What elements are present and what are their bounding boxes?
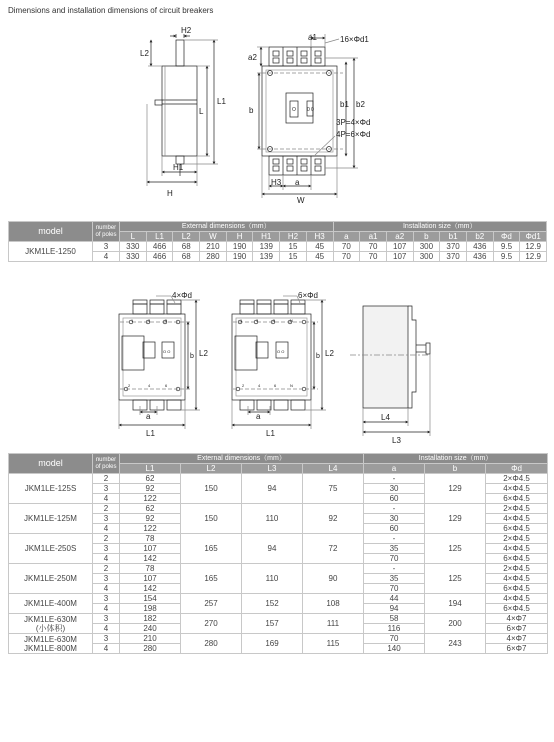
- d-cell: 4×Φ4.5: [486, 574, 548, 584]
- col-header: H: [226, 232, 253, 242]
- value-cell: 70: [360, 252, 387, 262]
- table-row: [9, 504, 548, 514]
- col-inst-size: Installation size（mm）: [333, 222, 547, 232]
- value-cell: 139: [253, 242, 280, 252]
- a-cell: 60: [364, 524, 425, 534]
- L2-cell: 270: [181, 614, 242, 634]
- a-cell: 35: [364, 574, 425, 584]
- value-cell: 68: [173, 242, 200, 252]
- L2-cell: 165: [181, 534, 242, 564]
- col-header: L1: [146, 232, 173, 242]
- L2-cell: 150: [181, 474, 242, 504]
- b-cell: 243: [425, 634, 486, 654]
- L1-cell: 122: [120, 494, 181, 504]
- b-cell: 129: [425, 504, 486, 534]
- b-cell: 194: [425, 594, 486, 614]
- poles-cell: 3: [93, 514, 120, 524]
- d-cell: 6×Φ7: [486, 624, 548, 634]
- L1-cell: 92: [120, 484, 181, 494]
- d-cell: 4×Φ4.5: [486, 594, 548, 604]
- value-cell: 9.5: [493, 252, 520, 262]
- model-cell: JKM1LE-250S: [9, 534, 93, 564]
- label-note4p: 4P=6×Φd: [336, 130, 371, 139]
- model-cell: JKM1LE-125M: [9, 504, 93, 534]
- col-header: a2: [386, 232, 413, 242]
- d-cell: 2×Φ4.5: [486, 564, 548, 574]
- svg-text:6: 6: [274, 383, 277, 388]
- a-cell: 35: [364, 544, 425, 554]
- L1-cell: 280: [120, 644, 181, 654]
- poles-cell: 2: [93, 504, 120, 514]
- L4-cell: 115: [303, 634, 364, 654]
- L4-cell: 90: [303, 564, 364, 594]
- d-cell: 6×Φ4.5: [486, 554, 548, 564]
- poles-cell: 4: [93, 524, 120, 534]
- svg-text:O O: O O: [163, 349, 171, 354]
- L1-cell: 198: [120, 604, 181, 614]
- L4-cell: 75: [303, 474, 364, 504]
- label-a: a: [295, 178, 300, 187]
- a-cell: 44: [364, 594, 425, 604]
- value-cell: 466: [146, 242, 173, 252]
- label-L2-3p: L2: [199, 349, 208, 358]
- L3-cell: 152: [242, 594, 303, 614]
- poles-cell: 3: [93, 242, 120, 252]
- value-cell: 15: [280, 242, 307, 252]
- value-cell: 107: [386, 242, 413, 252]
- label-H2: H2: [181, 26, 192, 35]
- L1-cell: 62: [120, 474, 181, 484]
- value-cell: 45: [306, 252, 333, 262]
- svg-text:N: N: [290, 383, 293, 388]
- d-cell: 6×Φ4.5: [486, 584, 548, 594]
- value-cell: 190: [226, 242, 253, 252]
- value-cell: 70: [333, 242, 360, 252]
- value-cell: 139: [253, 252, 280, 262]
- a-cell: 30: [364, 514, 425, 524]
- col-header: H2: [280, 232, 307, 242]
- col-header: a: [364, 464, 425, 474]
- col-header: H3: [306, 232, 333, 242]
- label-L1-3p: L1: [146, 429, 155, 438]
- L3-cell: 110: [242, 504, 303, 534]
- a-cell: 94: [364, 604, 425, 614]
- label-L: L: [199, 107, 204, 116]
- d-cell: 4×Φ4.5: [486, 484, 548, 494]
- svg-text:1: 1: [131, 318, 134, 323]
- col-ext-dims: External dimensions（mm）: [120, 222, 334, 232]
- L2-cell: 150: [181, 504, 242, 534]
- a-cell: -: [364, 504, 425, 514]
- col-inst-size: Installation size（mm）: [364, 454, 548, 464]
- a-cell: 70: [364, 634, 425, 644]
- svg-text:5: 5: [273, 318, 276, 323]
- value-cell: 70: [360, 242, 387, 252]
- col-header: L1: [120, 464, 181, 474]
- col-header: L2: [173, 232, 200, 242]
- svg-text:1: 1: [240, 318, 243, 323]
- model-cell: JKM1LE-630M (小体积): [9, 614, 93, 634]
- value-cell: 68: [173, 252, 200, 262]
- L1-cell: 122: [120, 524, 181, 534]
- col-header: Φd: [486, 464, 548, 474]
- d-cell: 4×Φ7: [486, 614, 548, 624]
- L2-cell: 280: [181, 634, 242, 654]
- col-header: L: [120, 232, 147, 242]
- label-L1: L1: [217, 97, 226, 106]
- L2-cell: 165: [181, 564, 242, 594]
- d-cell: 2×Φ4.5: [486, 504, 548, 514]
- label-H3: H3: [271, 178, 282, 187]
- label-L4: L4: [381, 413, 390, 422]
- col-header: Φd: [493, 232, 520, 242]
- value-cell: 107: [386, 252, 413, 262]
- value-cell: 370: [440, 242, 467, 252]
- poles-cell: 4: [93, 494, 120, 504]
- col-header: L4: [303, 464, 364, 474]
- col-header: b: [413, 232, 440, 242]
- label-4xd: 4×Φd: [172, 291, 192, 300]
- a-cell: 30: [364, 484, 425, 494]
- label-H1: H1: [173, 163, 184, 172]
- L1-cell: 154: [120, 594, 181, 604]
- a-cell: 60: [364, 494, 425, 504]
- label-b-4p: b: [316, 353, 320, 360]
- value-cell: 280: [200, 252, 227, 262]
- b-cell: 125: [425, 534, 486, 564]
- a-cell: 140: [364, 644, 425, 654]
- side-view-small: [363, 306, 408, 408]
- poles-cell: 3: [93, 614, 120, 624]
- L3-cell: 110: [242, 564, 303, 594]
- b-cell: 129: [425, 474, 486, 504]
- svg-text:3: 3: [256, 318, 259, 323]
- col-header: b: [425, 464, 486, 474]
- label-W: W: [297, 196, 305, 205]
- col-header: b1: [440, 232, 467, 242]
- label-b: b: [249, 106, 254, 115]
- poles-cell: 2: [93, 474, 120, 484]
- col-header: H1: [253, 232, 280, 242]
- L1-cell: 78: [120, 564, 181, 574]
- col-model: model: [9, 454, 93, 474]
- poles-cell: 2: [93, 564, 120, 574]
- d-cell: 4×Φ4.5: [486, 544, 548, 554]
- table-row: [9, 594, 548, 604]
- value-cell: 12.9: [520, 252, 547, 262]
- poles-cell: 3: [93, 574, 120, 584]
- table-row: [9, 534, 548, 544]
- L3-cell: 169: [242, 634, 303, 654]
- L4-cell: 72: [303, 534, 364, 564]
- table-row: [9, 634, 548, 644]
- label-H: H: [167, 189, 173, 198]
- L4-cell: 111: [303, 614, 364, 634]
- L1-cell: 62: [120, 504, 181, 514]
- value-cell: 12.9: [520, 242, 547, 252]
- col-ext-dims: External dimensions（mm）: [120, 454, 364, 464]
- L3-cell: 157: [242, 614, 303, 634]
- col-header: L2: [181, 464, 242, 474]
- label-a1: a1: [308, 33, 317, 42]
- value-cell: 436: [466, 242, 493, 252]
- d-cell: 2×Φ4.5: [486, 534, 548, 544]
- col-header: L3: [242, 464, 303, 474]
- b-cell: 200: [425, 614, 486, 634]
- a-cell: 70: [364, 554, 425, 564]
- value-cell: 330: [120, 242, 147, 252]
- poles-cell: 2: [93, 534, 120, 544]
- svg-text:O O: O O: [277, 349, 285, 354]
- L1-cell: 210: [120, 634, 181, 644]
- svg-text:0 0: 0 0: [307, 107, 314, 113]
- a-cell: -: [364, 474, 425, 484]
- label-L1-4p: L1: [266, 429, 275, 438]
- value-cell: 9.5: [493, 242, 520, 252]
- L1-cell: 240: [120, 624, 181, 634]
- col-header: b2: [466, 232, 493, 242]
- d-cell: 6×Φ7: [486, 644, 548, 654]
- model-cell: JKM1LE-125S: [9, 474, 93, 504]
- table-row: [9, 474, 548, 484]
- label-d1: 16×Φd1: [340, 35, 369, 44]
- label-a-3p: a: [146, 412, 151, 421]
- label-L2: L2: [140, 49, 149, 58]
- label-a-4p: a: [256, 412, 261, 421]
- svg-text:3: 3: [148, 318, 151, 323]
- d-cell: 6×Φ4.5: [486, 494, 548, 504]
- poles-cell: 4: [93, 644, 120, 654]
- value-cell: 436: [466, 252, 493, 262]
- value-cell: 370: [440, 252, 467, 262]
- d-cell: 2×Φ4.5: [486, 474, 548, 484]
- label-note3p: 3P=4×Φd: [336, 118, 371, 127]
- poles-cell: 4: [93, 604, 120, 614]
- value-cell: 45: [306, 242, 333, 252]
- value-cell: 300: [413, 242, 440, 252]
- L1-cell: 78: [120, 534, 181, 544]
- value-cell: 300: [413, 252, 440, 262]
- svg-text:2: 2: [128, 383, 131, 388]
- poles-cell: 4: [93, 584, 120, 594]
- col-poles: number of poles: [93, 222, 120, 242]
- svg-text:5: 5: [165, 318, 168, 323]
- label-b-3p: b: [190, 353, 194, 360]
- L1-cell: 142: [120, 554, 181, 564]
- d-cell: 4×Φ4.5: [486, 514, 548, 524]
- L1-cell: 107: [120, 544, 181, 554]
- a-cell: -: [364, 564, 425, 574]
- label-L3: L3: [392, 436, 401, 445]
- svg-text:O: O: [292, 107, 296, 113]
- poles-cell: 4: [93, 554, 120, 564]
- poles-cell: 3: [93, 634, 120, 644]
- poles-cell: 4: [93, 252, 120, 262]
- svg-text:4: 4: [148, 383, 151, 388]
- L4-cell: 108: [303, 594, 364, 614]
- col-header: a1: [360, 232, 387, 242]
- value-cell: 190: [226, 252, 253, 262]
- L2-cell: 257: [181, 594, 242, 614]
- value-cell: 15: [280, 252, 307, 262]
- col-header: a: [333, 232, 360, 242]
- col-model: model: [9, 222, 93, 242]
- value-cell: 330: [120, 252, 147, 262]
- poles-cell: 4: [93, 624, 120, 634]
- value-cell: 466: [146, 252, 173, 262]
- svg-text:6: 6: [165, 383, 168, 388]
- label-a2: a2: [248, 53, 257, 62]
- col-poles: number of poles: [93, 454, 120, 474]
- b-cell: 125: [425, 564, 486, 594]
- table-jkm1le-small: [8, 453, 548, 654]
- value-cell: 70: [333, 252, 360, 262]
- L3-cell: 94: [242, 534, 303, 564]
- col-header: Φd1: [520, 232, 547, 242]
- a-cell: 70: [364, 584, 425, 594]
- svg-text:4: 4: [258, 383, 261, 388]
- a-cell: 116: [364, 624, 425, 634]
- label-b2: b2: [356, 100, 365, 109]
- model-cell: JKM1LE-400M: [9, 594, 93, 614]
- model-cell: JKM1LE-1250: [9, 242, 93, 262]
- a-cell: -: [364, 534, 425, 544]
- L1-cell: 142: [120, 584, 181, 594]
- label-6xd: 6×Φd: [298, 291, 318, 300]
- page-title: Dimensions and installation dimensions of circuit breakers: [8, 6, 214, 15]
- d-cell: 6×Φ4.5: [486, 524, 548, 534]
- L3-cell: 94: [242, 474, 303, 504]
- poles-cell: 3: [93, 544, 120, 554]
- table-row: [9, 564, 548, 574]
- L4-cell: 92: [303, 504, 364, 534]
- label-b1: b1: [340, 100, 349, 109]
- model-cell: JKM1LE-630M JKM1LE-800M: [9, 634, 93, 654]
- poles-cell: 3: [93, 594, 120, 604]
- svg-text:N: N: [290, 318, 293, 323]
- poles-cell: 3: [93, 484, 120, 494]
- model-cell: JKM1LE-250M: [9, 564, 93, 594]
- L1-cell: 182: [120, 614, 181, 624]
- label-L2-4p: L2: [325, 349, 334, 358]
- d-cell: 4×Φ7: [486, 634, 548, 644]
- table-row: [9, 614, 548, 624]
- L1-cell: 107: [120, 574, 181, 584]
- d-cell: 6×Φ4.5: [486, 604, 548, 614]
- L1-cell: 92: [120, 514, 181, 524]
- svg-text:2: 2: [242, 383, 245, 388]
- value-cell: 210: [200, 242, 227, 252]
- a-cell: 58: [364, 614, 425, 624]
- col-header: W: [200, 232, 227, 242]
